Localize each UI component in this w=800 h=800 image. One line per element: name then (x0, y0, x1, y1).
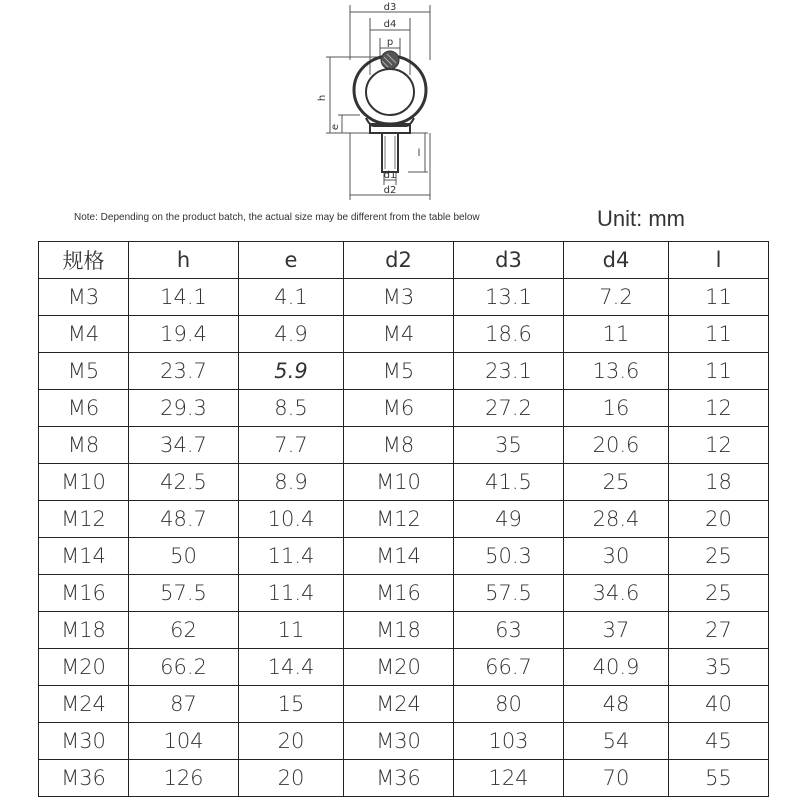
table-cell: 62 (129, 612, 239, 649)
table-cell: M3 (344, 279, 454, 316)
table-cell: 48.7 (129, 501, 239, 538)
col-header-d3: d3 (454, 242, 564, 279)
table-cell: 11 (564, 316, 669, 353)
table-row (39, 612, 769, 649)
table-cell: M12 (39, 501, 129, 538)
table-cell: M14 (39, 538, 129, 575)
table-cell: M8 (39, 427, 129, 464)
table-cell: M6 (39, 390, 129, 427)
table-cell: 57.5 (129, 575, 239, 612)
table-cell: 55 (669, 760, 769, 797)
table-cell: 19.4 (129, 316, 239, 353)
table-cell: 14.1 (129, 279, 239, 316)
table-cell: M8 (344, 427, 454, 464)
table-row (39, 760, 769, 797)
table-row (39, 390, 769, 427)
col-header-h: h (129, 242, 239, 279)
table-cell: 29.3 (129, 390, 239, 427)
table-cell: 20.6 (564, 427, 669, 464)
table-cell: 12 (669, 390, 769, 427)
table-cell: 7.2 (564, 279, 669, 316)
table-cell: M18 (344, 612, 454, 649)
table-cell: M10 (39, 464, 129, 501)
table-cell: 30 (564, 538, 669, 575)
table-row (39, 464, 769, 501)
d4-label: d4 (383, 19, 397, 30)
table-cell: 13.1 (454, 279, 564, 316)
table-cell: 45 (669, 723, 769, 760)
table-cell: M24 (39, 686, 129, 723)
table-cell: 34.7 (129, 427, 239, 464)
table-row (39, 427, 769, 464)
table-cell: 66.7 (454, 649, 564, 686)
table-cell: 20 (669, 501, 769, 538)
table-cell: 48 (564, 686, 669, 723)
table-cell: 11 (669, 316, 769, 353)
table-cell: M5 (344, 353, 454, 390)
table-row (39, 575, 769, 612)
e-label: e (330, 123, 341, 131)
table-header-row (39, 242, 769, 279)
col-header-spec: 规格 (39, 242, 129, 279)
col-header-d4: d4 (564, 242, 669, 279)
table-cell: 27 (669, 612, 769, 649)
table-cell: 42.5 (129, 464, 239, 501)
table-cell: 27.2 (454, 390, 564, 427)
table-cell: 18 (669, 464, 769, 501)
table-cell: 80 (454, 686, 564, 723)
table-cell: 10.4 (239, 501, 344, 538)
table-cell: 11 (669, 353, 769, 390)
table-cell: 18.6 (454, 316, 564, 353)
d3-label: d3 (383, 2, 397, 13)
table-cell: M36 (344, 760, 454, 797)
table-cell: 104 (129, 723, 239, 760)
table-cell: 11.4 (239, 538, 344, 575)
table-cell: M30 (344, 723, 454, 760)
table-cell: M5 (39, 353, 129, 390)
table-cell: 49 (454, 501, 564, 538)
table-cell: 40 (669, 686, 769, 723)
dimension-table (38, 241, 769, 797)
table-cell: 8.9 (239, 464, 344, 501)
table-cell: 63 (454, 612, 564, 649)
table-cell: M4 (344, 316, 454, 353)
table-cell: M16 (39, 575, 129, 612)
table-cell: 124 (454, 760, 564, 797)
table-cell: 7.7 (239, 427, 344, 464)
table-cell: 37 (564, 612, 669, 649)
table-cell: 25 (564, 464, 669, 501)
table-cell: 66.2 (129, 649, 239, 686)
table-cell: 16 (564, 390, 669, 427)
table-cell: 40.9 (564, 649, 669, 686)
table-cell: 35 (454, 427, 564, 464)
table-cell: M14 (344, 538, 454, 575)
table-cell: M36 (39, 760, 129, 797)
table-cell: 20 (239, 760, 344, 797)
p-label: p (386, 37, 394, 48)
table-cell: 4.9 (239, 316, 344, 353)
table-cell: M24 (344, 686, 454, 723)
batch-size-note: Note: Depending on the product batch, the actual size may be different from the table below (74, 212, 480, 223)
table-row (39, 279, 769, 316)
d1-label: d1 (383, 170, 397, 181)
table-cell: 57.5 (454, 575, 564, 612)
eye-bolt-drawing (300, 0, 440, 205)
table-cell: 50 (129, 538, 239, 575)
col-header-l: l (669, 242, 769, 279)
table-cell: 87 (129, 686, 239, 723)
table-cell: M3 (39, 279, 129, 316)
l-label: l (417, 148, 421, 159)
table-cell-emphasized: 5.9 (239, 353, 344, 390)
table-cell: 35 (669, 649, 769, 686)
table-cell: 11.4 (239, 575, 344, 612)
table-cell: 34.6 (564, 575, 669, 612)
table-cell: 25 (669, 575, 769, 612)
table-cell: 70 (564, 760, 669, 797)
table-cell: 41.5 (454, 464, 564, 501)
table-cell: 23.7 (129, 353, 239, 390)
table-cell: M6 (344, 390, 454, 427)
table-cell: M10 (344, 464, 454, 501)
table-cell: 11 (669, 279, 769, 316)
table-row (39, 353, 769, 390)
table-cell: M20 (39, 649, 129, 686)
table-row (39, 538, 769, 575)
table-cell: 25 (669, 538, 769, 575)
h-label: h (317, 94, 328, 102)
table-row (39, 316, 769, 353)
table-cell: 12 (669, 427, 769, 464)
unit-label: Unit: mm (597, 206, 685, 231)
table-cell: M18 (39, 612, 129, 649)
table-cell: M16 (344, 575, 454, 612)
table-cell: 8.5 (239, 390, 344, 427)
table-cell: 13.6 (564, 353, 669, 390)
table-cell: M12 (344, 501, 454, 538)
table-cell: 54 (564, 723, 669, 760)
table-cell: M20 (344, 649, 454, 686)
table-cell: 15 (239, 686, 344, 723)
table-cell: 28.4 (564, 501, 669, 538)
table-row (39, 686, 769, 723)
table-row (39, 501, 769, 538)
d2-label: d2 (383, 185, 397, 196)
table-cell: M30 (39, 723, 129, 760)
table-cell: 103 (454, 723, 564, 760)
table-cell: 20 (239, 723, 344, 760)
eye-bolt-diagram (300, 0, 440, 205)
table-cell: 23.1 (454, 353, 564, 390)
table-cell: 126 (129, 760, 239, 797)
col-header-d2: d2 (344, 242, 454, 279)
table-row (39, 649, 769, 686)
table-cell: 50.3 (454, 538, 564, 575)
table-cell: 11 (239, 612, 344, 649)
col-header-e: e (239, 242, 344, 279)
table-row (39, 723, 769, 760)
table-cell: M4 (39, 316, 129, 353)
table-cell: 14.4 (239, 649, 344, 686)
table-cell: 4.1 (239, 279, 344, 316)
